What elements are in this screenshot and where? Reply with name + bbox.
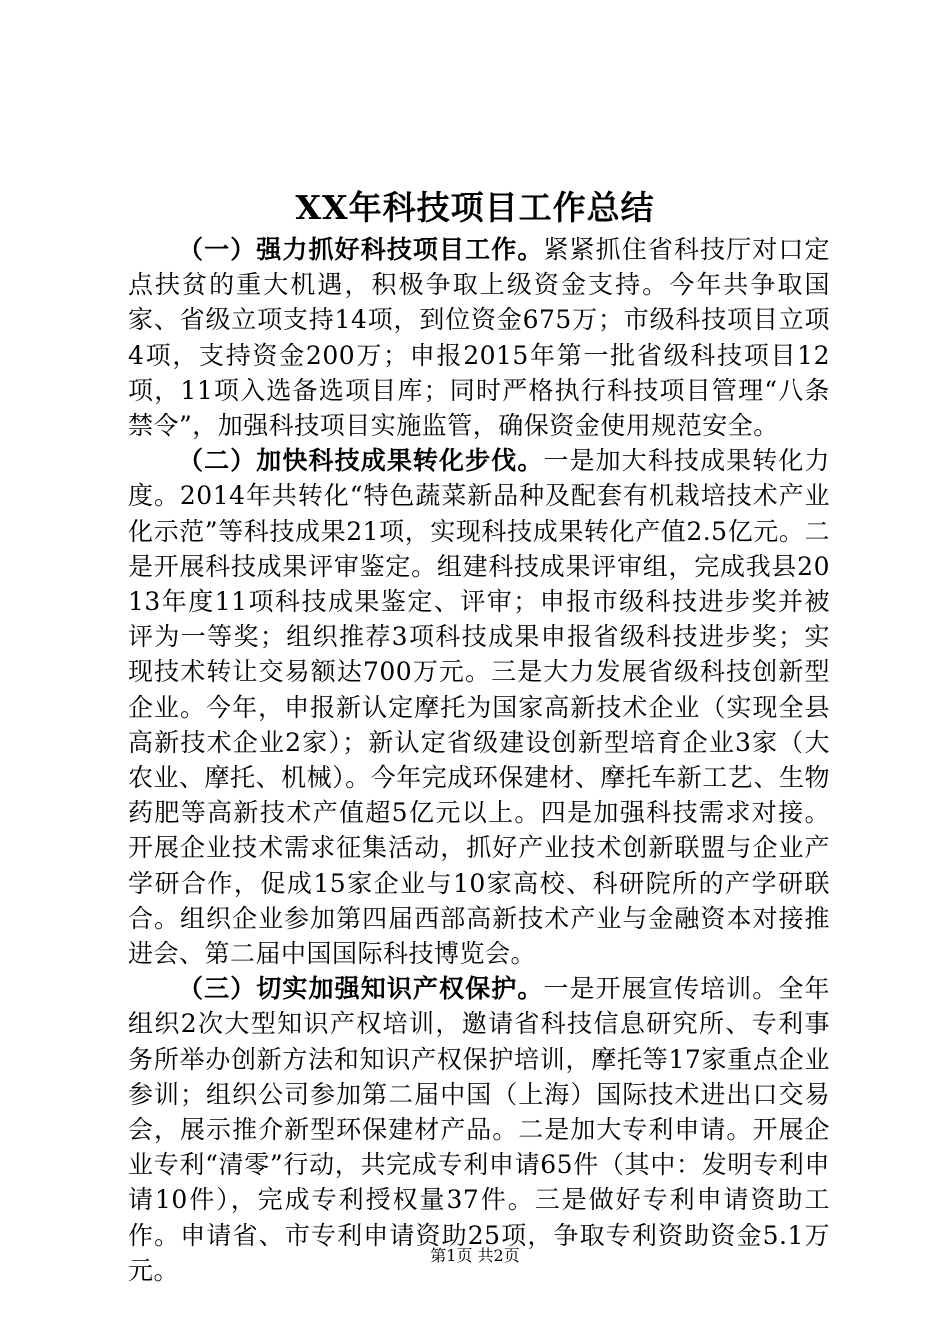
paragraph-1 bbox=[128, 232, 830, 443]
document-title: XX年科技项目工作总结 bbox=[295, 188, 655, 227]
paragraph-1-heading: （一）强力抓好科技项目工作。 bbox=[178, 235, 544, 264]
paragraph-2 bbox=[128, 443, 830, 971]
paragraph-2-text: 一是加大科技成果转化力度。2014年共转化“特色蔬菜新品种及配套有机栽培技术产业化示范”等科技成果21项，实现科技成果转化产值2.5亿元。二是开展科技成果评审鉴定。组建科技成果评审组，完成我县2013年度11项科技成果鉴定、评审；申报市级科技进步奖并被评为一等奖；组织推荐3项科技成果申报省级科技进步奖；实现技术转让交易额达700万元。三是大力发展省级科技创新型企业。今年，申报新认定摩托为国家高新技术企业（实现全县高新技术企业2家）；新认定省级建设创新型培育企业3家（大农业、摩托、机械）。今年完成环保建材、摩托车新工艺、生物药肥等高新技术产值超5亿元以上。四是加强科技需求对接。开展企业技术需求征集活动，抓好产业技术创新联盟与企业产学研合作，促成15家企业与10家高校、科研院所的产学研联合。组织企业参加第四届西部高新技术产业与金融资本对接推进会、第二届中国国际科技博览会。 bbox=[128, 446, 830, 969]
paragraph-3 bbox=[128, 971, 830, 1288]
paragraph-1-text: 紧紧抓住省科技厅对口定点扶贫的重大机遇，积极争取上级资金支持。今年共争取国家、省级立项支持14项，到位资金675万；市级科技项目立项4项，支持资金200万；申报2015年第一批省级科技项目12项，11项入选备选项目库；同时严格执行科技项目管理“八条禁令”，加强科技项目实施监管，确保资金使用规范安全。 bbox=[128, 235, 830, 441]
paragraph-3-heading: （三）切实加强知识产权保护。 bbox=[178, 974, 544, 1004]
paragraph-2-heading: （二）加快科技成果转化步伐。 bbox=[178, 446, 544, 476]
page-footer: 第1页 共2页 bbox=[430, 1246, 520, 1265]
document-body bbox=[128, 232, 830, 1288]
paragraph-3-text: 一是开展宣传培训。全年组织2次大型知识产权培训，邀请省科技信息研究所、专利事务所举办创新方法和知识产权保护培训，摩托等17家重点企业参训；组织公司参加第二届中国（上海）国际技术进出口交易会，展示推介新型环保建材产品。二是加大专利申请。开展企业专利“清零”行动，共完成专利申请65件（其中：发明专利申请10件），完成专利授权量37件。三是做好专利申请资助工作。申请省、市专利申请资助25项，争取专利资助资金5.1万元。 bbox=[128, 974, 830, 1285]
